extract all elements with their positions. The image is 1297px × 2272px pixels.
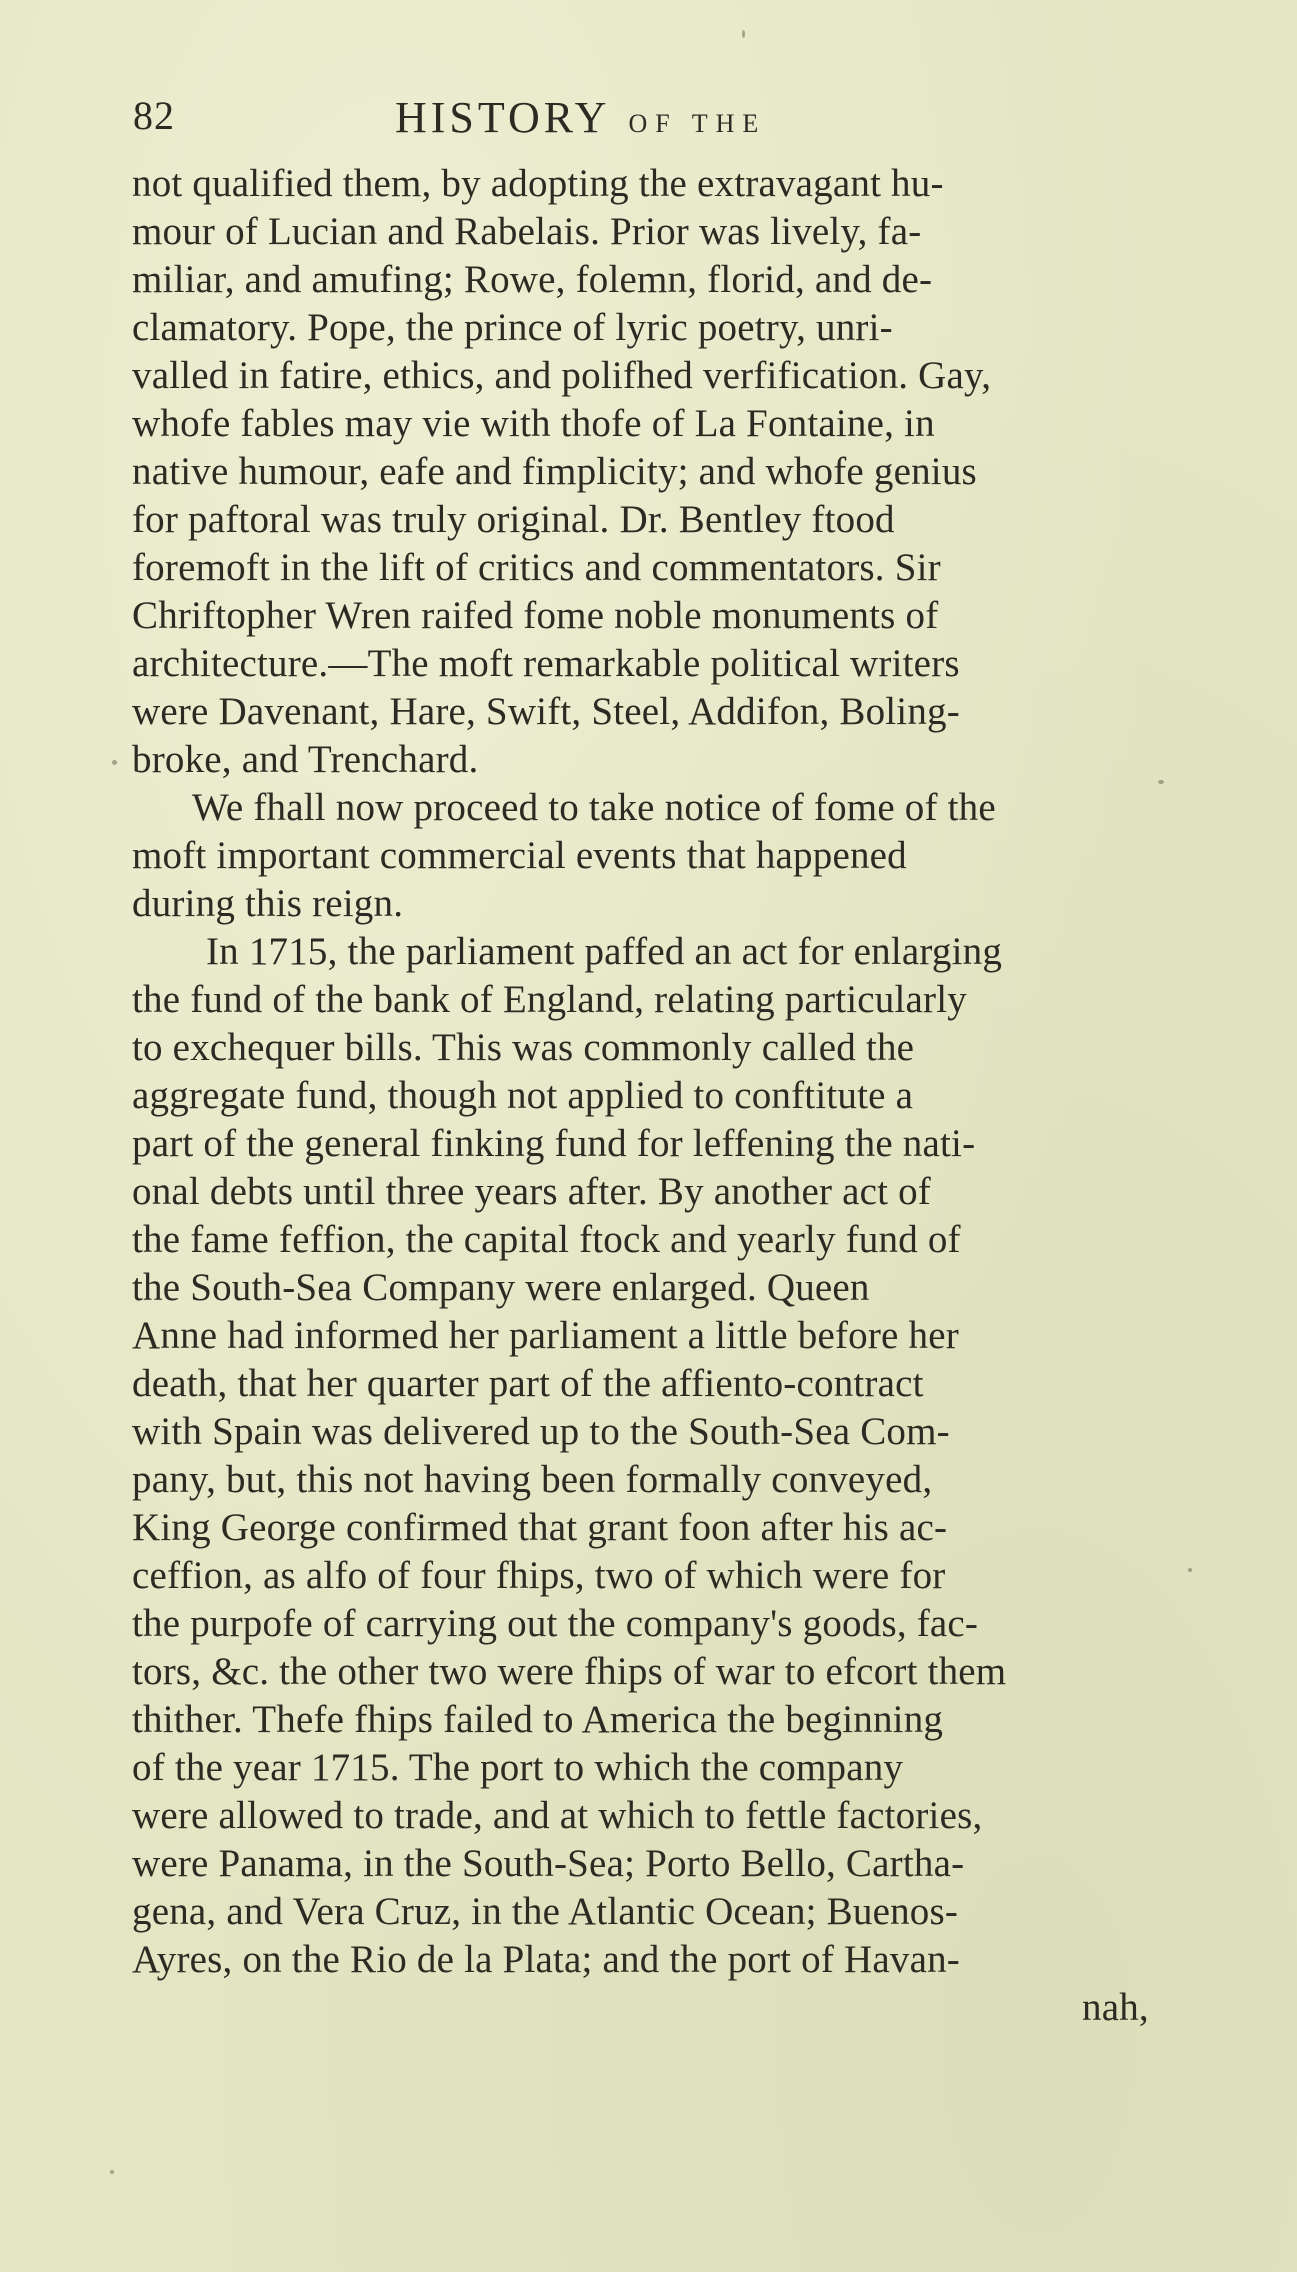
text-line: gena, and Vera Cruz, in the Atlantic Ocean; Buenos-: [132, 1890, 959, 1933]
text-line: broke, and Trenchard.: [132, 738, 479, 781]
text-line: of the year 1715. The port to which the company: [132, 1746, 904, 1789]
text-line: the fame feffion, the capital ftock and yearly fund of: [132, 1218, 961, 1261]
text-line: clamatory. Pope, the prince of lyric poetry, unri-: [132, 306, 893, 349]
text-line: were allowed to trade, and at which to fettle factories,: [132, 1794, 983, 1837]
paper-speck: [742, 30, 745, 38]
paper-speck: [1158, 780, 1164, 784]
paper-speck: [112, 760, 117, 765]
text-line: were Davenant, Hare, Swift, Steel, Addifon, Boling-: [132, 690, 960, 733]
catchword: nah,: [1082, 1986, 1149, 2029]
page-header: [133, 92, 893, 152]
text-line: onal debts until three years after. By another act of: [132, 1170, 931, 1213]
text-line: were Panama, in the South-Sea; Porto Bello, Cartha-: [132, 1842, 965, 1885]
text-line: valled in fatire, ethics, and polifhed verfification. Gay,: [132, 354, 992, 397]
text-line: moft important commercial events that happened: [132, 834, 907, 877]
paper-speck: [110, 2170, 114, 2174]
text-line: pany, but, this not having been formally conveyed,: [132, 1458, 933, 1501]
text-line: to exchequer bills. This was commonly called the: [132, 1026, 915, 1069]
text-line: aggregate fund, though not applied to conftitute a: [132, 1074, 914, 1117]
text-line: whofe fables may vie with thofe of La Fontaine, in: [132, 402, 935, 445]
text-line: architecture.—The moft remarkable political writers: [132, 642, 960, 685]
paper-speck: [1188, 1568, 1192, 1572]
text-line: the South-Sea Company were enlarged. Queen: [132, 1266, 870, 1309]
text-line: Chriftopher Wren raifed fome noble monuments of: [132, 594, 939, 637]
text-line: with Spain was delivered up to the South-Sea Com-: [132, 1410, 950, 1453]
text-line: mour of Lucian and Rabelais. Prior was lively, fa-: [132, 210, 922, 253]
text-line: ceffion, as alfo of four fhips, two of which were for: [132, 1554, 946, 1597]
paragraph-first-line: We fhall now proceed to take notice of fome of the: [192, 786, 996, 829]
text-line: tors, &c. the other two were fhips of war to efcort them: [132, 1650, 1007, 1693]
text-line: not qualified them, by adopting the extravagant hu-: [132, 162, 944, 205]
text-line: native humour, eafe and fimplicity; and whofe genius: [132, 450, 977, 493]
text-line: foremoft in the lift of critics and commentators. Sir: [132, 546, 941, 589]
text-line: death, that her quarter part of the affiento-contract: [132, 1362, 924, 1405]
page-number: 82: [133, 93, 175, 138]
running-head-main: HISTORY: [395, 93, 611, 142]
text-line: during this reign.: [132, 882, 404, 925]
text-line: King George confirmed that grant foon after his ac-: [132, 1506, 948, 1549]
running-head-small: OF THE: [628, 109, 767, 138]
running-head: [395, 92, 766, 143]
text-line: part of the general finking fund for leffening the nati-: [132, 1122, 976, 1165]
text-line: Ayres, on the Rio de la Plata; and the port of Havan-: [132, 1938, 960, 1981]
text-line: Anne had informed her parliament a little before her: [132, 1314, 959, 1357]
text-line: miliar, and amufing; Rowe, folemn, florid, and de-: [132, 258, 933, 301]
paragraph-first-line: In 1715, the parliament paffed an act for enlarging: [206, 930, 1003, 973]
text-line: thither. Thefe fhips failed to America the beginning: [132, 1698, 944, 1741]
text-line: the fund of the bank of England, relating particularly: [132, 978, 967, 1021]
text-line: for paftoral was truly original. Dr. Bentley ftood: [132, 498, 895, 541]
text-line: the purpofe of carrying out the company's goods, fac-: [132, 1602, 979, 1645]
